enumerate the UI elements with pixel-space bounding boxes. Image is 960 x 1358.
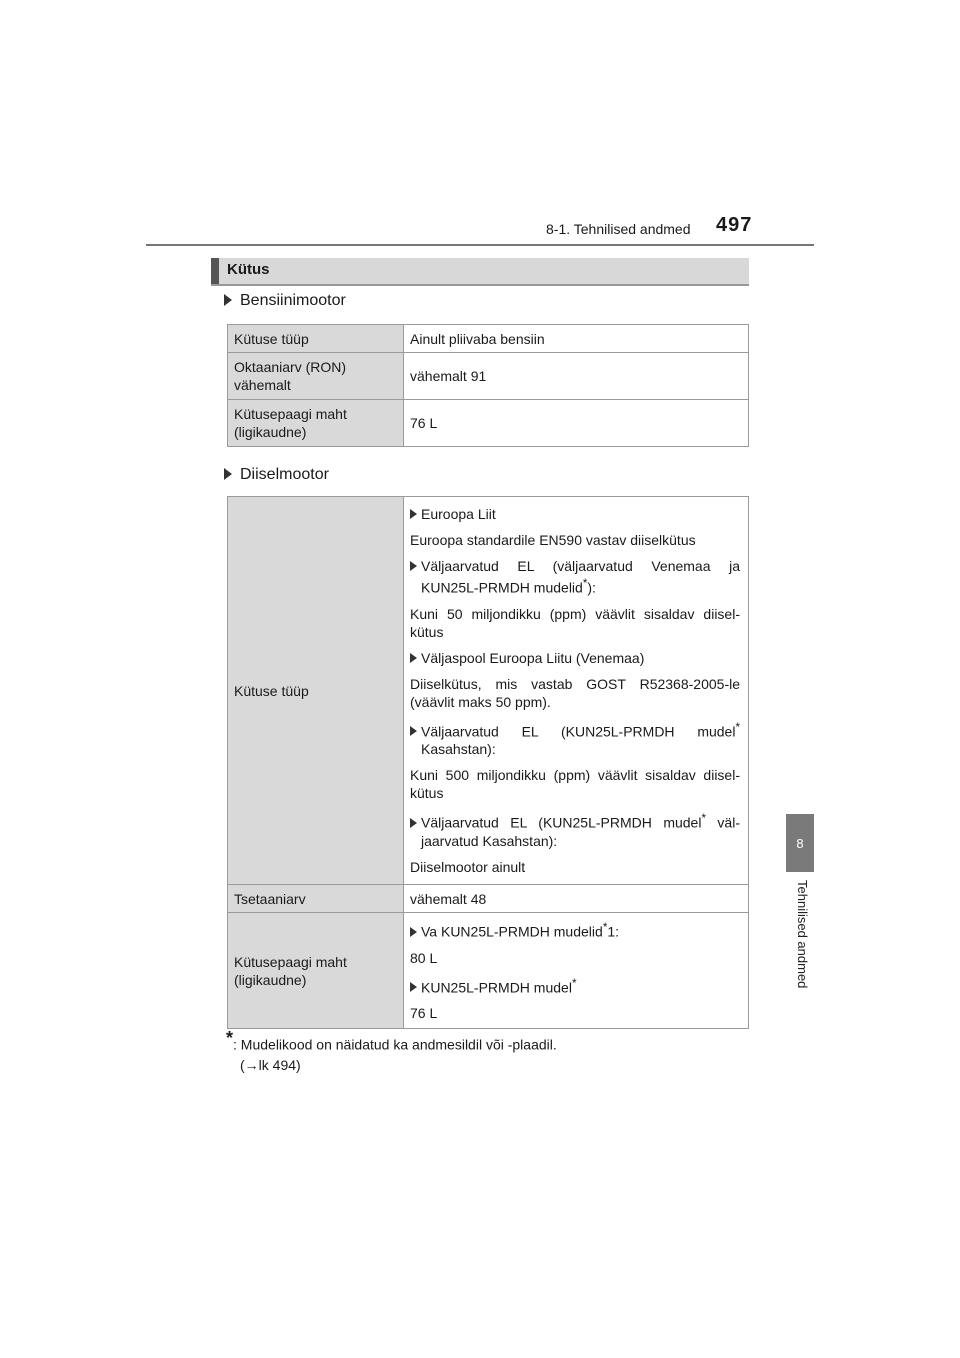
banner-accent: [211, 258, 219, 284]
paragraph: 76 L: [410, 1005, 438, 1022]
chapter-number: 8: [796, 835, 804, 851]
subsection-diesel: [224, 466, 329, 484]
footnote: [226, 1028, 557, 1075]
spec-value: 76 L: [404, 400, 749, 447]
table-row: [228, 325, 749, 353]
spec-key-line: Kütusepaagi maht: [234, 953, 347, 970]
table-row: [228, 885, 749, 913]
spec-key: [228, 400, 404, 447]
paragraph: Kuni 50 miljondikku (ppm) väävlit sisaldav diisel-kütus: [410, 605, 740, 640]
spec-value: vähemalt 48: [404, 885, 749, 913]
section-banner: [211, 258, 749, 286]
spec-key: Kütuse tüüp: [228, 497, 404, 885]
footnote-line: [226, 1028, 557, 1055]
table-row: [228, 497, 749, 885]
chapter-side-label: [795, 880, 820, 1010]
list-item: [410, 919, 740, 941]
section-header: 8-1. Tehnilised andmed: [546, 221, 691, 237]
asterisk-mark: *: [701, 812, 706, 826]
page-number: 497: [716, 214, 753, 236]
table-row: [228, 913, 749, 1029]
list-item: [410, 557, 740, 597]
list-item: [410, 649, 740, 667]
bullet-text-tail: ):: [587, 579, 596, 596]
spec-key-line: Oktaaniarv (RON): [234, 359, 347, 375]
bullet-text-tail: Kasahstan):: [421, 741, 496, 758]
paragraph: Diiselkütus, mis vastab GOST R52368-2005-le (väävlit maks 50 ppm).: [410, 675, 740, 710]
bullet-text: Va KUN25L-PRMDH mudelid: [421, 923, 603, 940]
spec-key: [228, 353, 404, 400]
spec-key: Kütuse tüüp: [228, 325, 404, 353]
bullet-text-tail: väl-jaarvatud Kasahstan):: [421, 814, 740, 849]
banner-title: Kütus: [227, 261, 270, 278]
triangle-bullet-icon: [410, 818, 417, 828]
spec-value: Ainult pliivaba bensiin: [404, 325, 749, 353]
asterisk-mark: *: [602, 921, 608, 934]
chapter-tab[interactable]: [786, 814, 814, 872]
bullet-text: Euroopa Liit: [421, 506, 496, 523]
spec-value: [404, 913, 749, 1029]
subsection-title: Bensiinimootor: [240, 292, 346, 309]
chapter-label: Tehnilised andmed: [795, 880, 810, 989]
spec-key-line: vähemalt: [234, 377, 291, 393]
paragraph: Diiselmootor ainult: [410, 858, 526, 875]
footnote-text: : Mudelikood on näidatud ka andmesildil või -plaadil.: [233, 1036, 557, 1053]
bullet-text: Väljaarvatud EL (väljaarvatud Venemaa ja KUN25L-PRMDH mudelid: [421, 558, 740, 596]
list-item: [410, 810, 740, 850]
triangle-bullet-icon: [410, 927, 417, 937]
footnote-reference[interactable]: (→lk 494): [240, 1056, 301, 1073]
paragraph: Kuni 500 miljondikku (ppm) väävlit sisaldav diisel-kütus: [410, 767, 740, 802]
list-item: [410, 975, 740, 997]
header-rule: [146, 244, 814, 246]
spec-key-line: (ligikaudne): [234, 971, 307, 988]
triangle-bullet-icon: [224, 468, 232, 480]
spec-key: Tsetaaniarv: [228, 885, 404, 913]
table-row: [228, 353, 749, 400]
subsection-title: Diiselmootor: [240, 466, 329, 483]
triangle-bullet-icon: [410, 982, 417, 992]
petrol-spec-table: [227, 324, 749, 447]
spec-key-line: (ligikaudne): [234, 424, 307, 440]
paragraph: Euroopa standardile EN590 vastav diiselkütus: [410, 532, 696, 549]
table-row: [228, 400, 749, 447]
asterisk-mark: *: [226, 1028, 234, 1048]
list-item: [410, 505, 740, 523]
list-item: [410, 719, 740, 759]
diesel-spec-table: [227, 496, 749, 1029]
triangle-bullet-icon: [410, 509, 417, 519]
bullet-text-tail: 1:: [607, 923, 620, 940]
bullet-text: Väljaarvatud EL (KUN25L-PRMDH mudel: [421, 814, 702, 831]
spec-value: [404, 497, 749, 885]
bullet-text: Väljaspool Euroopa Liitu (Venemaa): [421, 649, 645, 666]
bullet-text: Väljaarvatud EL (KUN25L-PRMDH mudel: [421, 723, 736, 740]
spec-value: vähemalt 91: [404, 353, 749, 400]
asterisk-mark: *: [571, 976, 577, 990]
asterisk-mark: *: [582, 577, 588, 591]
triangle-bullet-icon: [410, 561, 417, 571]
triangle-bullet-icon: [410, 653, 417, 663]
triangle-bullet-icon: [224, 294, 232, 306]
spec-key-line: Kütusepaagi maht: [234, 406, 347, 422]
subsection-petrol: [224, 292, 346, 310]
spec-key: [228, 913, 404, 1029]
asterisk-mark: *: [735, 720, 740, 734]
triangle-bullet-icon: [410, 726, 417, 736]
bullet-text: KUN25L-PRMDH mudel: [421, 979, 572, 996]
paragraph: 80 L: [410, 949, 438, 966]
